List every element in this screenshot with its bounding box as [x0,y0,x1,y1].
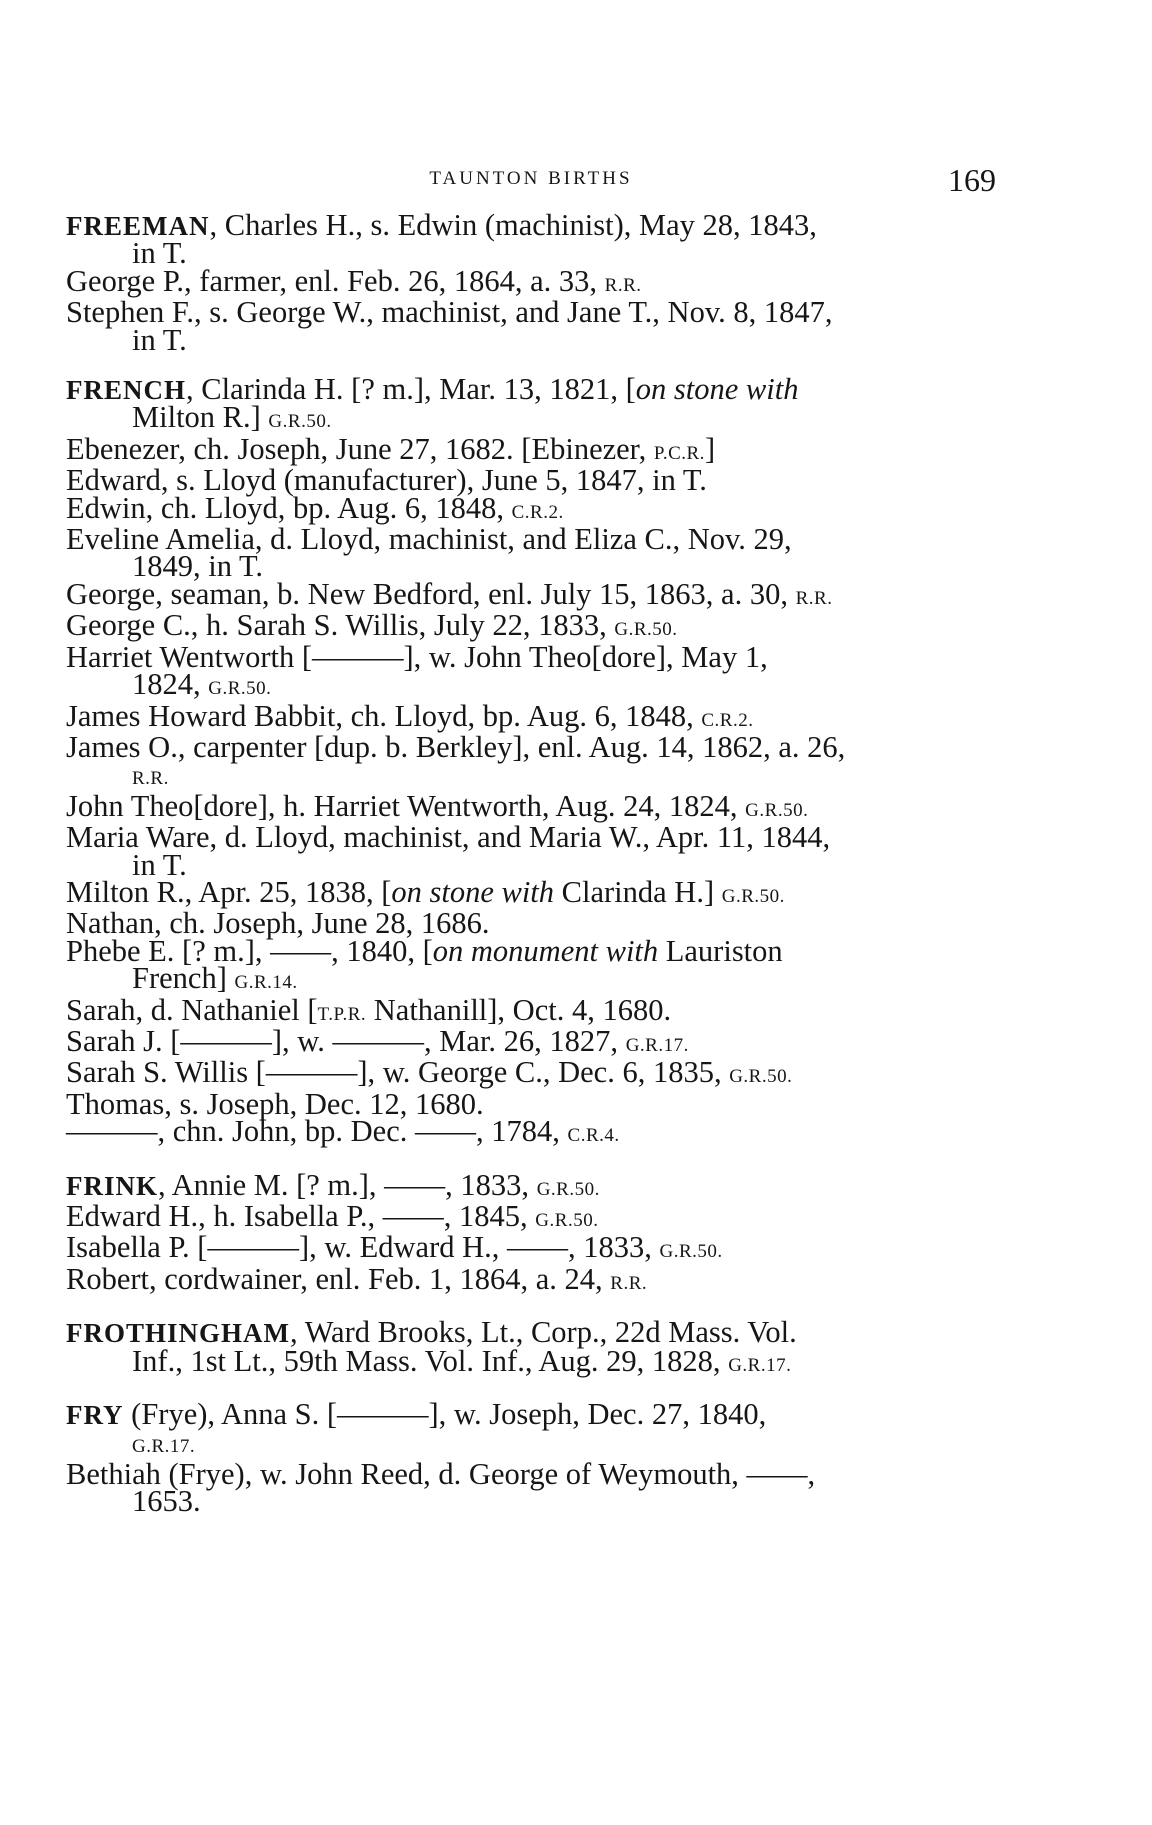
entry-text: George, seaman, b. New Bedford, enl. July 15, 1863, a. 30, [66,576,796,611]
register-entry [66,295,996,357]
source-abbreviation: R.R. [604,274,642,296]
entry-text: in T. [132,236,187,271]
entry-text: Ebenezer, ch. Joseph, June 27, 1682. [Ebinezer, [66,431,654,466]
register-entry [66,1456,996,1519]
entry-text: , Charles H., s. Edwin (machinist), May 28, 1843, [209,208,817,242]
entry-text: 1849, in T. [132,549,264,584]
surname-heading: FRY [66,1400,124,1431]
register-entry [66,1315,996,1379]
entry-line [66,1261,996,1297]
source-abbreviation: P.C.R. [653,442,705,464]
entry-text: in T. [132,322,187,357]
entry-text: John Theo[dore], h. Harriet Wentworth, Aug. 24, 1824, [66,788,746,823]
source-abbreviation: G.R.50. [745,799,809,821]
running-head [66,162,996,202]
entry-text: George P., farmer, enl. Feb. 26, 1864, a. 33, [66,263,605,298]
entry-text: Inf., 1st Lt., 59th Mass. Vol. Inf., Aug. 29, 1828, [132,1343,729,1378]
source-abbreviation: G.R.50. [659,1241,723,1263]
source-abbreviation: G.R.50. [208,678,272,700]
running-head-title: TAUNTON BIRTHS [429,168,633,189]
entry-text: in T. [132,847,187,882]
surname-group [66,1167,996,1298]
source-abbreviation: G.R.50. [614,619,678,641]
source-abbreviation: G.R.50. [535,1210,599,1231]
source-abbreviation: G.R.50. [721,885,785,907]
entry-line [66,729,996,764]
register-entry [66,729,996,793]
source-abbreviation: G.R.17. [728,1354,792,1376]
entry-line [66,1397,996,1432]
source-abbreviation: R.R. [795,587,833,609]
entry-continuation-line [66,322,996,357]
surname-group [66,208,996,357]
surname-heading: FROTHINGHAM [66,1318,290,1349]
entry-text: Edwin, ch. Lloyd, bp. Aug. 6, 1848, [66,490,512,525]
entry-text: Sarah, d. Nathaniel [ [66,992,318,1027]
entry-text: Milton R.] [132,400,269,435]
surname-group [66,1315,996,1379]
register-entry [66,1397,996,1461]
entry-text: Thomas, s. Joseph, Dec. 12, 1680. [66,1086,484,1121]
entry-line [66,820,996,855]
italic-note: on stone with [635,372,799,407]
register-entry [66,372,996,436]
entry-line [66,1114,996,1149]
register-entry [66,208,996,271]
surname-heading: FREEMAN [66,211,210,241]
entry-text: Clarinda H.] [554,874,722,909]
source-abbreviation: C.R.2. [701,709,754,731]
page-number: 169 [948,162,996,198]
source-abbreviation: R.R. [132,768,169,790]
entry-text: Robert, cordwainer, enl. Feb. 1, 1864, a. 24, [66,1261,611,1296]
source-abbreviation: G.R.17. [132,1436,196,1458]
entry-text: Nathanill], Oct. 4, 1680. [366,992,672,1027]
register-entry [66,933,996,997]
source-abbreviation: R.R. [610,1272,648,1294]
register-entry [66,1261,996,1297]
source-abbreviation: G.R.50. [729,1066,793,1088]
entry-text: Nathan, ch. Joseph, June 28, 1686. [66,906,490,941]
entry-text: Edward, s. Lloyd (manufacturer), June 5, 1847, in T. [66,463,707,498]
entry-continuation-line [66,1484,996,1519]
entry-text: Harriet Wentworth [———], w. John Theo[dore], May 1, [66,639,768,674]
source-abbreviation: G.R.14. [234,972,298,994]
source-abbreviation: G.R.50. [536,1178,600,1200]
entry-text: Lauriston [658,933,783,968]
source-abbreviation: G.R.17. [625,1034,689,1056]
entry-text: Isabella P. [———], w. Edward H., ——, 1833, [66,1230,660,1265]
entry-text: French] [132,961,235,996]
entry-text: Milton R., Apr. 25, 1838, [ [66,874,392,909]
source-abbreviation: T.P.R. [317,1003,367,1025]
entry-text: , Clarinda H. [? m.], Mar. 13, 1821, [ [186,372,636,407]
entry-text: , Annie M. [? m.], ——, 1833, [158,1167,537,1202]
entry-text: Bethiah (Frye), w. John Reed, d. George of Weymouth, ——, [66,1456,816,1491]
entry-text: James O., carpenter [dup. b. Berkley], enl. Aug. 14, 1862, a. 26, [66,729,846,764]
entry-text: James Howard Babbit, ch. Lloyd, bp. Aug. 6, 1848, [66,698,702,733]
register-entry [66,639,996,703]
entry-text: 1824, [132,667,209,702]
entry-text: 1653. [132,1484,201,1519]
surname-group [66,372,996,1150]
entry-text: Stephen F., s. George W., machinist, and Jane T., Nov. 8, 1847, [66,295,833,330]
register-entry [66,522,996,584]
entry-continuation-line [66,1343,996,1379]
surname-group [66,1397,996,1519]
surname-heading: FRINK [66,1170,158,1201]
italic-note: on monument with [432,933,659,968]
source-abbreviation: C.R.2. [511,501,564,523]
entry-line [66,1456,996,1491]
entry-text: ———, chn. John, bp. Dec. ——, 1784, [66,1114,568,1149]
entry-line [66,208,996,242]
entry-text: (Frye), Anna S. [———], w. Joseph, Dec. 27, 1840, [123,1397,767,1432]
entry-text: , Ward Brooks, Lt., Corp., 22d Mass. Vol. [290,1315,797,1350]
entry-text: Sarah S. Willis [———], w. George C., Dec. 6, 1835, [66,1055,730,1090]
italic-note: on stone with [391,874,555,909]
entry-text: ] [704,431,716,466]
entry-line [66,295,996,330]
surname-heading: FRENCH [66,375,186,406]
register-entry [66,1114,996,1149]
entry-text: Maria Ware, d. Lloyd, machinist, and Maria W., Apr. 11, 1844, [66,820,831,855]
entry-text: Sarah J. [———], w. ———, Mar. 26, 1827, [66,1023,626,1058]
entry-text: Eveline Amelia, d. Lloyd, machinist, and Eliza C., Nov. 29, [66,522,792,557]
entry-text: George C., h. Sarah S. Willis, July 22, 1833, [66,608,615,643]
entry-text: Phebe E. [? m.], ——, 1840, [ [66,933,433,968]
source-abbreviation: G.R.50. [268,411,332,433]
register-entry [66,820,996,882]
source-abbreviation: C.R.4. [567,1125,620,1147]
entry-text: Edward H., h. Isabella P., ——, 1845, [66,1199,536,1233]
register-entries [66,208,996,1519]
